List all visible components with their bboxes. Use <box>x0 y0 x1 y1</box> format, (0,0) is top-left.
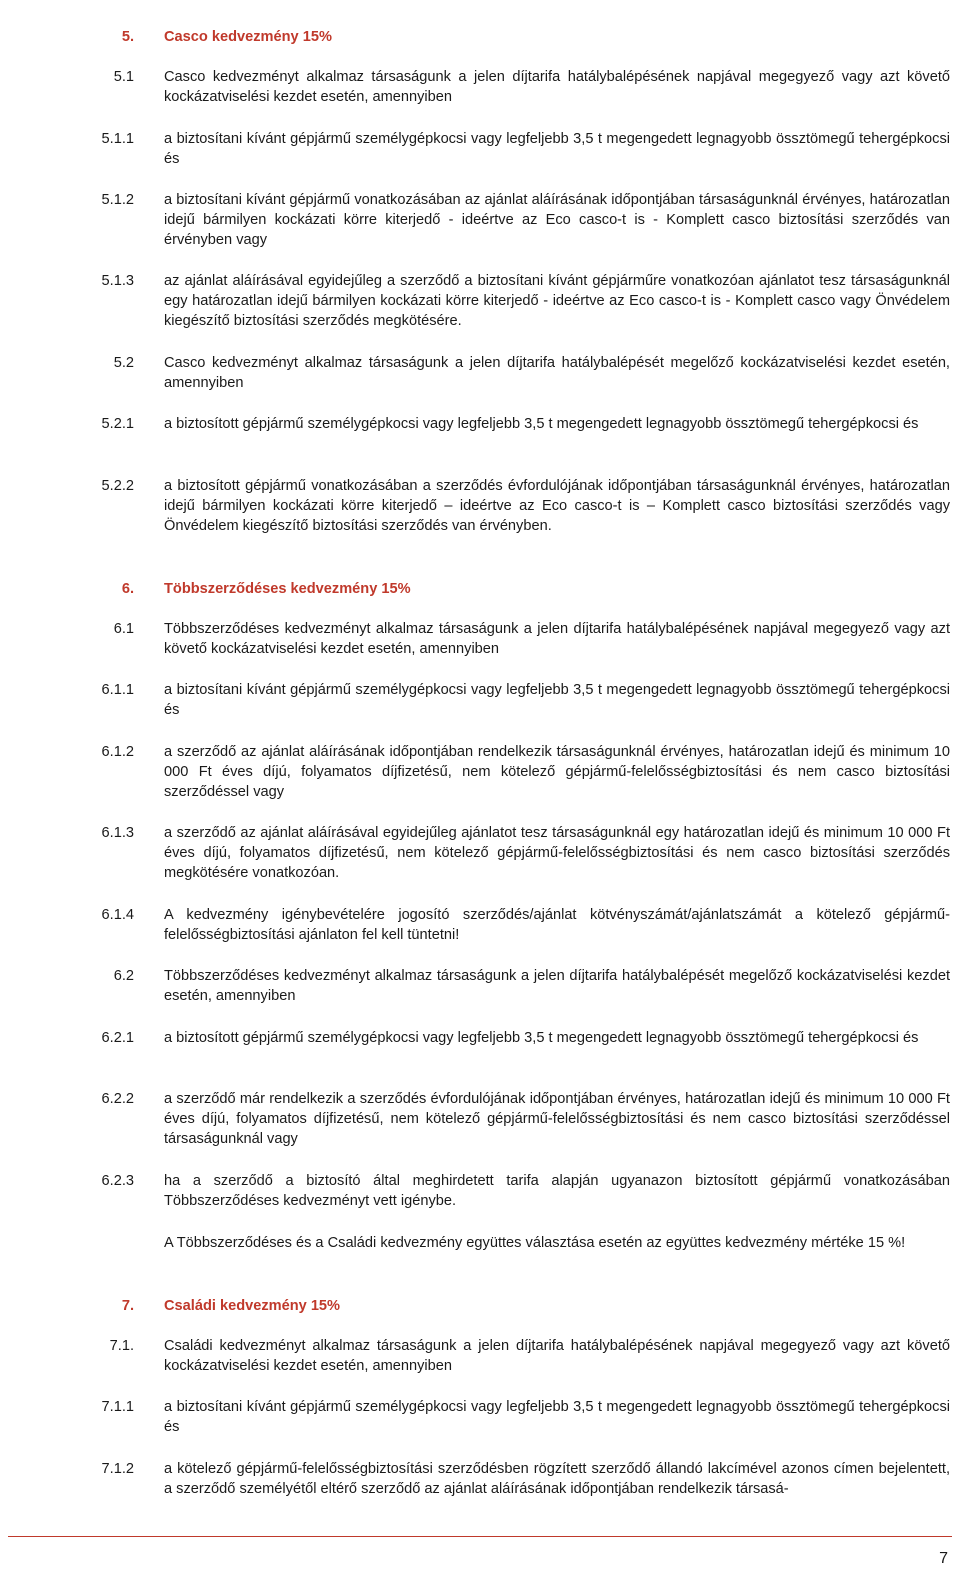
clause-text: a szerződő az ajánlat aláírásával egyidejűleg ajánlatot tesz társaságunknál egy határozatlan idejű és minimum 10 000 Ft éves díjú, folyamatos díjfizetésű, nem kötelező gépjármű-felelősségbiztosítási és nem casco biztosítási szerződés megkötésére vonatkozóan. <box>164 825 950 882</box>
clause-text: a biztosított gépjármű személygépkocsi vagy legfeljebb 3,5 t megengedett legnagyobb össztömegű tehergépkocsi és <box>164 416 919 432</box>
clause-number: 7.1.1 <box>101 1399 134 1415</box>
section-number: 7. <box>121 1298 134 1314</box>
clause-number: 7.1. <box>109 1338 134 1354</box>
section-title: Többszerződéses kedvezmény 15% <box>164 581 411 597</box>
clause-text: a biztosítani kívánt gépjármű személygépkocsi vagy legfeljebb 3,5 t megengedett legnagyobb össztömegű tehergépkocsi és <box>164 682 950 719</box>
clause-text: Többszerződéses kedvezményt alkalmaz társaságunk a jelen díjtarifa hatálybalépésének napjával megegyező vagy azt követő kockázatviselési kezdet esetén, amennyiben <box>164 621 950 658</box>
clause-number: 7.1.2 <box>101 1461 134 1477</box>
clause-text: Casco kedvezményt alkalmaz társaságunk a jelen díjtarifa hatálybalépésének napjával megegyező vagy azt követő kockázatviselési kezdet esetén, amennyiben <box>164 69 950 106</box>
footer-rule <box>8 1536 952 1537</box>
clause-text: a kötelező gépjármű-felelősségbiztosítási szerződésben rögzített szerződő állandó lakcímével azonos címen bejelentett, a szerződő személyétől eltérő szerződő az ajánlat aláírásának időpontjában rendelkezik társasá- <box>164 1461 950 1498</box>
clause-text: a biztosított gépjármű személygépkocsi vagy legfeljebb 3,5 t megengedett legnagyobb össztömegű tehergépkocsi és <box>164 1030 919 1046</box>
clause-number: 6.1 <box>113 621 134 637</box>
clause-number: 5.2.1 <box>101 416 134 432</box>
clause-number: 6.2 <box>113 968 134 984</box>
clause-number: 6.2.1 <box>101 1030 134 1046</box>
clause-text: a szerződő az ajánlat aláírásának időpontjában rendelkezik társaságunknál érvényes, határozatlan idejű és minimum 10 000 Ft éves díjú, folyamatos díjfizetésű, nem kötelező gépjármű-felelősségbiztosítási és nem casco biztosítási szerződéssel vagy <box>164 744 950 801</box>
clause-text: a biztosított gépjármű vonatkozásában a szerződés évfordulójának időpontjában társaságunknál érvényes, határozatlan idejű bármilyen kockázati körre kiterjedő – ideértve az Eco casco-t is – Komplett casco biztosítási szerződés vagy Önvédelem kiegészítő biztosítási szerződés van érvényben. <box>164 478 950 535</box>
section-title: Casco kedvezmény 15% <box>164 29 332 45</box>
clause-text: A kedvezmény igénybevételére jogosító szerződés/ajánlat kötvényszámát/ajánlatszámát a kötelező gépjármű-felelősségbiztosítási ajánlaton fel kell tüntetni! <box>164 907 950 944</box>
clause-number: 5.2.2 <box>101 478 134 494</box>
clause-number: 5.2 <box>113 355 134 371</box>
page-number: 7 <box>939 1550 948 1567</box>
clause-text: a biztosítani kívánt gépjármű személygépkocsi vagy legfeljebb 3,5 t megengedett legnagyobb össztömegű tehergépkocsi és <box>164 131 950 168</box>
note-text: A Többszerződéses és a Családi kedvezmény együttes választása esetén az együttes kedvezmény mértéke 15 %! <box>164 1235 906 1251</box>
clause-text: ha a szerződő a biztosító által meghirdetett tarifa alapján ugyanazon biztosított gépjármű vonatkozásában Többszerződéses kedvezményt vett igénybe. <box>164 1173 950 1210</box>
section-number: 5. <box>121 29 134 45</box>
clause-number: 5.1 <box>113 69 134 85</box>
clause-text: a biztosítani kívánt gépjármű vonatkozásában az ajánlat aláírásának időpontjában társaságunknál érvényes, határozatlan idejű bármilyen kockázati körre kiterjedő - ideértve az Eco casco-t is - Komplett casco biztosítási szerződés van érvényben vagy <box>164 192 950 249</box>
clause-number: 5.1.3 <box>101 273 134 289</box>
clause-number: 6.2.3 <box>101 1173 134 1189</box>
section-title: Családi kedvezmény 15% <box>164 1298 341 1314</box>
section-number: 6. <box>121 581 134 597</box>
clause-text: az ajánlat aláírásával egyidejűleg a szerződő a biztosítani kívánt gépjárműre vonatkozóan ajánlatot tesz társaságunknál egy határozatlan idejű bármilyen kockázati körre kiterjedő - ideértve az Eco casco-t is - Komplett casco vagy Önvédelem kiegészítő biztosítási szerződés megkötésére. <box>164 273 950 330</box>
clause-number: 6.1.4 <box>101 907 134 923</box>
clause-text: a szerződő már rendelkezik a szerződés évfordulójának időpontjában érvényes, határozatlan idejű és minimum 10 000 Ft éves díjú, folyamatos díjfizetésű, nem kötelező gépjármű-felelősségbiztosítási és nem casco biztosítási szerződéssel társaságunknál vagy <box>164 1091 950 1148</box>
clause-number: 5.1.2 <box>101 192 134 208</box>
clause-number: 6.1.1 <box>101 682 134 698</box>
clause-number: 6.1.2 <box>101 744 134 760</box>
clause-number: 6.2.2 <box>101 1091 134 1107</box>
clause-text: a biztosítani kívánt gépjármű személygépkocsi vagy legfeljebb 3,5 t megengedett legnagyobb össztömegű tehergépkocsi és <box>164 1399 950 1436</box>
clause-text: Többszerződéses kedvezményt alkalmaz társaságunk a jelen díjtarifa hatálybalépését megelőző kockázatviselési kezdet esetén, amennyiben <box>164 968 950 1005</box>
clause-number: 6.1.3 <box>101 825 134 841</box>
clause-number: 5.1.1 <box>101 131 134 147</box>
clause-text: Casco kedvezményt alkalmaz társaságunk a jelen díjtarifa hatálybalépését megelőző kockázatviselési kezdet esetén, amennyiben <box>164 355 950 392</box>
clause-text: Családi kedvezményt alkalmaz társaságunk a jelen díjtarifa hatálybalépésének napjával megegyező vagy azt követő kockázatviselési kezdet esetén, amennyiben <box>164 1338 950 1375</box>
